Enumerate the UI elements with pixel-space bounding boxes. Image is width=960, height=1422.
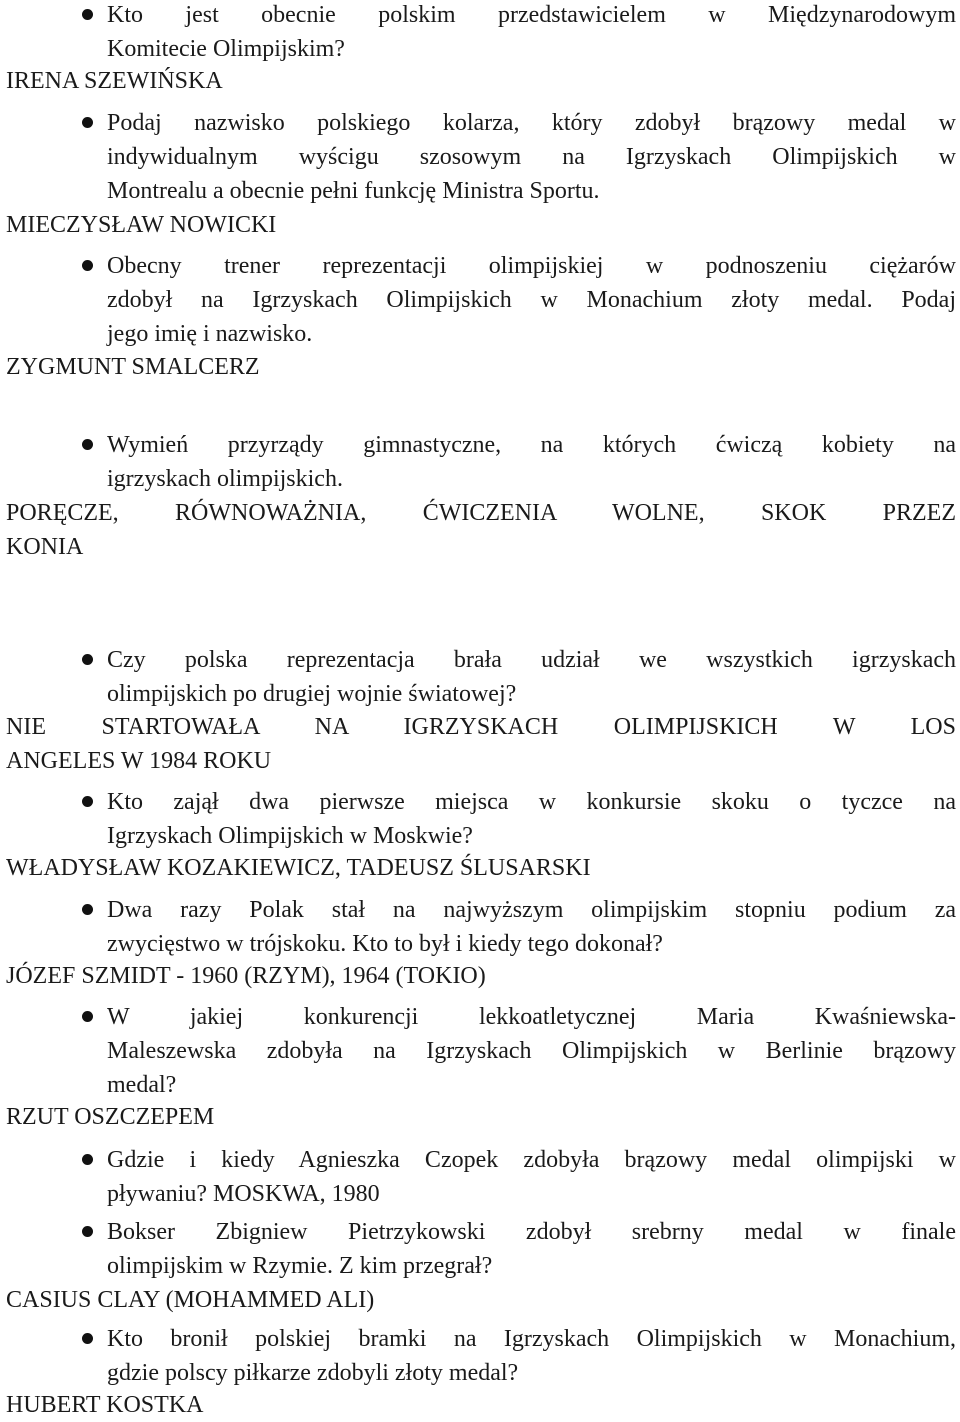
bullet-icon [82, 117, 93, 128]
question-line: olimpijskim w Rzymie. Z kim przegrał? [107, 1253, 493, 1279]
question-line: jego imię i nazwisko. [107, 321, 313, 347]
bullet-icon [82, 796, 93, 807]
bullet-icon [82, 1011, 93, 1022]
question-line: Wymień przyrządy gimnastyczne, na których ćwiczą kobiety na [107, 432, 956, 458]
bullet-icon [82, 1226, 93, 1237]
answer-10 [6, 1283, 956, 1317]
answer-line: KONIA [6, 534, 84, 560]
question-line: igrzyskach olimpijskich. [107, 466, 343, 492]
question-line: indywidualnym wyścigu szosowym na Igrzyskach Olimpijskich w [107, 144, 956, 170]
question-line: medal? [107, 1072, 177, 1098]
answer-line: PORĘCZE, RÓWNOWAŻNIA, ĆWICZENIA WOLNE, SKOK PRZEZ [6, 500, 956, 526]
question-line: Igrzyskach Olimpijskich w Moskwie? [107, 823, 473, 849]
question-1 [107, 0, 956, 66]
question-line: pływaniu? MOSKWA, 1980 [107, 1181, 380, 1207]
question-line: Kto bronił polskiej bramki na Igrzyskach Olimpijskich w Monachium, [107, 1326, 956, 1352]
answer-5 [6, 710, 956, 778]
answer-3 [6, 350, 956, 384]
question-line: Czy polska reprezentacja brała udział we wszystkich igrzyskach [107, 647, 956, 673]
answer-2 [6, 208, 956, 242]
question-line: Obecny trener reprezentacji olimpijskiej w podnoszeniu ciężarów [107, 253, 956, 279]
question-9 [107, 1143, 956, 1211]
question-line: gdzie polscy piłkarze zdobyli złoty medal? [107, 1360, 519, 1386]
question-7 [107, 893, 956, 961]
question-line: Kto jest obecnie polskim przedstawicielem w Międzynarodowym [107, 2, 956, 28]
question-6 [107, 785, 956, 853]
question-line: Podaj nazwisko polskiego kolarza, który zdobył brązowy medal w [107, 110, 956, 136]
bullet-icon [82, 260, 93, 271]
answer-line: RZUT OSZCZEPEM [6, 1104, 215, 1130]
bullet-icon [82, 904, 93, 915]
answer-7 [6, 959, 956, 993]
answer-line: NIE STARTOWAŁA NA IGRZYSKACH OLIMPIJSKICH W LOS [6, 714, 956, 740]
bullet-icon [82, 439, 93, 450]
question-line: Maleszewska zdobyła na Igrzyskach Olimpijskich w Berlinie brązowy [107, 1038, 956, 1064]
question-4 [107, 428, 956, 496]
question-3 [107, 249, 956, 351]
answer-6 [6, 851, 956, 885]
question-line: Dwa razy Polak stał na najwyższym olimpijskim stopniu podium za [107, 897, 956, 923]
answer-1 [6, 64, 956, 98]
answer-8 [6, 1100, 956, 1134]
question-5 [107, 643, 956, 711]
question-line: Montrealu a obecnie pełni funkcję Ministra Sportu. [107, 178, 600, 204]
answer-line: ANGELES W 1984 ROKU [6, 748, 272, 774]
bullet-icon [82, 654, 93, 665]
answer-4 [6, 496, 956, 564]
bullet-icon [82, 9, 93, 20]
answer-line: ZYGMUNT SMALCERZ [6, 354, 260, 380]
answer-11 [6, 1388, 956, 1422]
answer-line: HUBERT KOSTKA [6, 1392, 204, 1418]
question-line: W jakiej konkurencji lekkoatletycznej Maria Kwaśniewska- [107, 1004, 956, 1030]
question-8 [107, 1000, 956, 1102]
answer-line: CASIUS CLAY (MOHAMMED ALI) [6, 1287, 375, 1313]
question-line: zdobył na Igrzyskach Olimpijskich w Monachium złoty medal. Podaj [107, 287, 956, 313]
answer-line: JÓZEF SZMIDT - 1960 (RZYM), 1964 (TOKIO) [6, 963, 486, 989]
bullet-icon [82, 1333, 93, 1344]
question-line: Bokser Zbigniew Pietrzykowski zdobył srebrny medal w finale [107, 1219, 956, 1245]
answer-line: IRENA SZEWIŃSKA [6, 68, 223, 94]
bullet-icon [82, 1154, 93, 1165]
question-line: olimpijskich po drugiej wojnie światowej? [107, 681, 517, 707]
question-2 [107, 106, 956, 208]
answer-line: WŁADYSŁAW KOZAKIEWICZ, TADEUSZ ŚLUSARSKI [6, 855, 591, 881]
question-10 [107, 1215, 956, 1283]
answer-line: MIECZYSŁAW NOWICKI [6, 212, 277, 238]
question-line: Gdzie i kiedy Agnieszka Czopek zdobyła brązowy medal olimpijski w [107, 1147, 956, 1173]
question-line: Komitecie Olimpijskim? [107, 36, 345, 62]
question-11 [107, 1322, 956, 1390]
question-line: zwycięstwo w trójskoku. Kto to był i kiedy tego dokonał? [107, 931, 663, 957]
question-line: Kto zajął dwa pierwsze miejsca w konkursie skoku o tyczce na [107, 789, 956, 815]
